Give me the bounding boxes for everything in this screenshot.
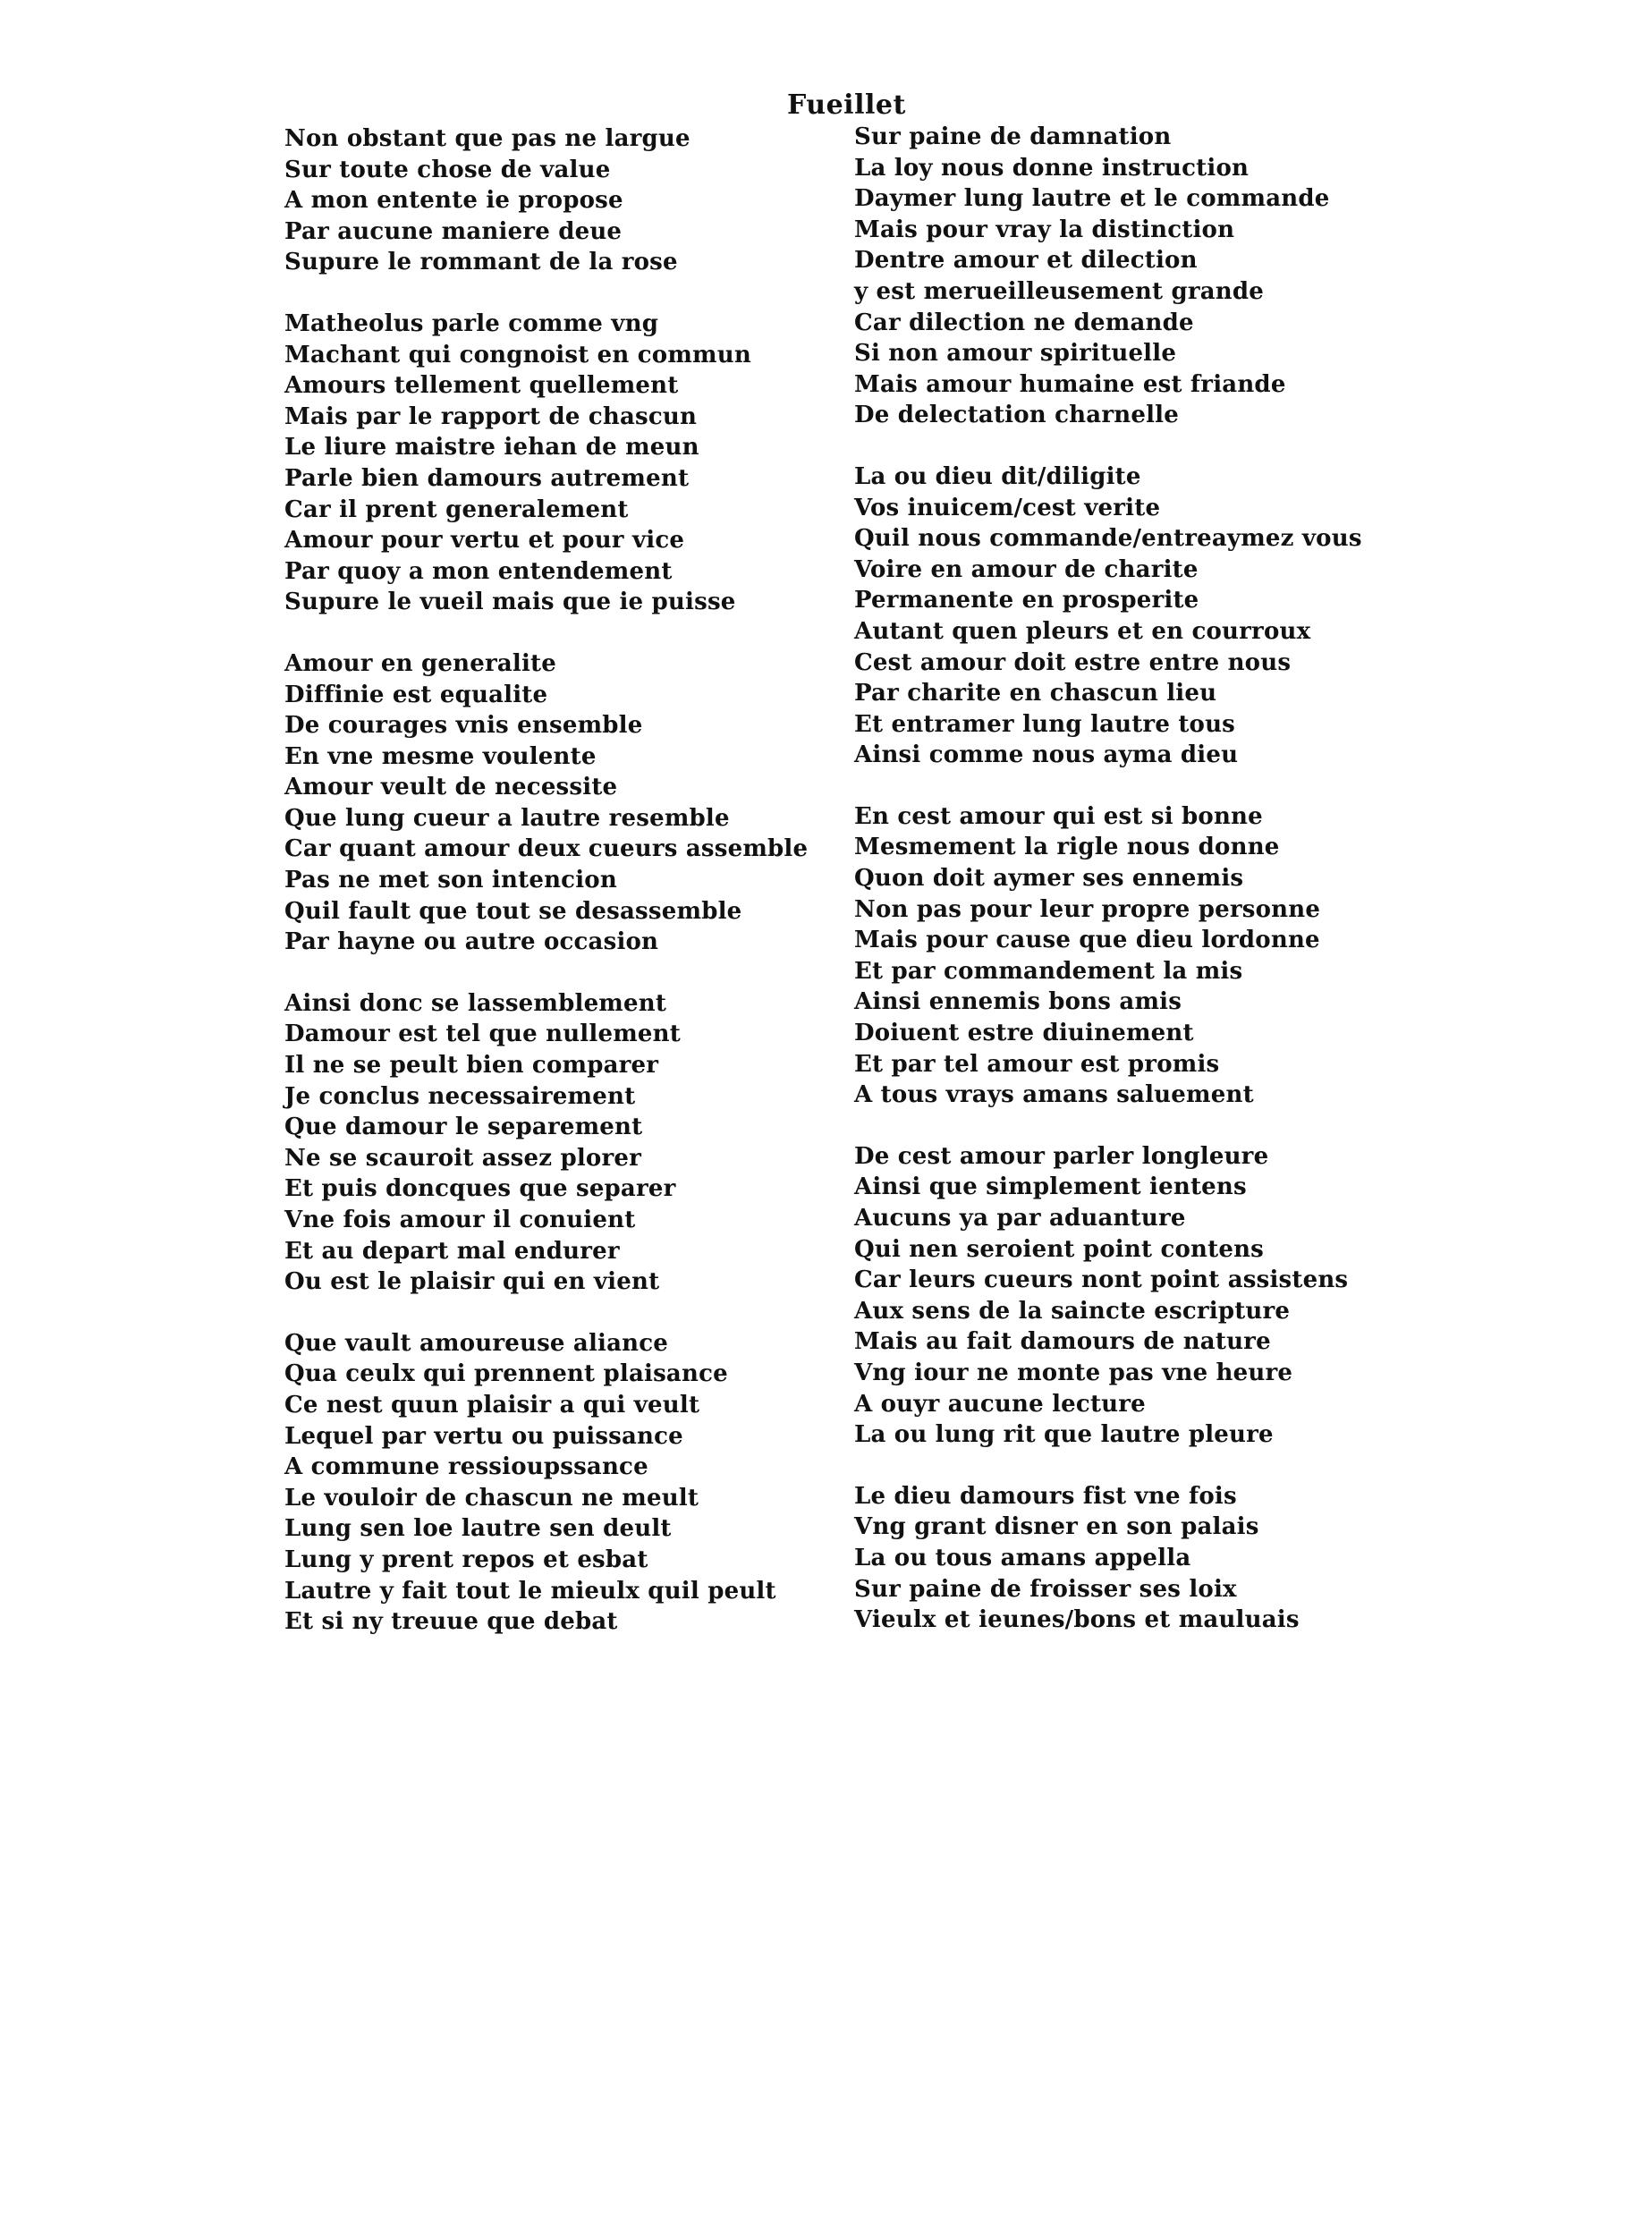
verse-line: Amour en generalite	[284, 649, 556, 677]
verse-line: Et au depart mal endurer	[284, 1237, 620, 1265]
verse-line: Ainsi comme nous ayma dieu	[854, 741, 1239, 769]
verse-line: De cest amour parler longleure	[854, 1142, 1269, 1170]
right-column	[854, 122, 1427, 1666]
verse-line: Lequel par vertu ou puissance	[284, 1422, 683, 1450]
verse-line: Et entramer lung lautre tous	[854, 710, 1236, 738]
verse-line: Vieulx et ieunes/bons et mauluais	[854, 1606, 1300, 1634]
stanza	[284, 123, 857, 278]
verse-line: Il ne se peult bien comparer	[284, 1052, 659, 1080]
verse-line: Lung sen loe lautre sen deult	[284, 1515, 672, 1543]
stanza	[854, 122, 1427, 431]
verse-line: Amour veult de necessite	[284, 774, 618, 801]
stanza	[284, 988, 857, 1298]
verse-line: Supure le vueil mais que ie puisse	[284, 589, 736, 616]
verse-line: Lung y prent repos et esbat	[284, 1546, 648, 1573]
verse-line: Supure le rommant de la rose	[284, 249, 678, 276]
verse-line: Car dilection ne demande	[854, 309, 1194, 336]
verse-line: Ainsi donc se lassemblement	[284, 989, 667, 1017]
verse-line: Je conclus necessairement	[284, 1082, 636, 1110]
verse-line: La ou lung rit que lautre pleure	[854, 1421, 1274, 1449]
verse-line: Vng iour ne monte pas vne heure	[854, 1359, 1293, 1386]
verse-line: Ainsi que simplement ientens	[854, 1173, 1247, 1201]
verse-line: Aux sens de la saincte escripture	[854, 1297, 1291, 1325]
verse-line: A ouyr aucune lecture	[854, 1390, 1146, 1418]
verse-line: A mon entente ie propose	[284, 187, 623, 215]
verse-line: Par quoy a mon entendement	[284, 557, 673, 585]
verse-line: Que vault amoureuse aliance	[284, 1329, 669, 1357]
verse-line: Et si ny treuue que debat	[284, 1608, 618, 1636]
verse-line: Machant qui congnoist en commun	[284, 341, 751, 368]
verse-line: Et par commandement la mis	[854, 957, 1243, 985]
verse-line: La ou dieu dit/diligite	[854, 462, 1141, 490]
verse-line: Et puis doncques que separer	[284, 1175, 676, 1203]
verse-line: Vos inuicem/cest verite	[854, 494, 1161, 521]
stanza	[284, 309, 857, 618]
verse-line: Sur paine de damnation	[854, 123, 1172, 150]
verse-line: Qua ceulx qui prennent plaisance	[284, 1360, 728, 1388]
verse-line: Diffinie est equalite	[284, 681, 548, 708]
verse-line: Mais pour vray la distinction	[854, 216, 1235, 243]
verse-line: Mais au fait damours de nature	[854, 1328, 1271, 1356]
verse-line: Ne se scauroit assez plorer	[284, 1144, 642, 1172]
verse-line: Mesmement la rigle nous donne	[854, 834, 1280, 861]
stanza	[854, 1141, 1427, 1451]
verse-line: Dentre amour et dilection	[854, 247, 1198, 275]
stanza	[854, 462, 1427, 771]
verse-line: Voire en amour de charite	[854, 555, 1199, 583]
verse-line: Autant quen pleurs et en courroux	[854, 617, 1311, 645]
verse-line: Car il prent generalement	[284, 495, 629, 523]
verse-line: Le dieu damours fist vne fois	[854, 1482, 1237, 1510]
verse-line: En cest amour qui est si bonne	[854, 802, 1263, 830]
verse-line: Qui nen seroient point contens	[854, 1235, 1265, 1263]
stanza	[854, 801, 1427, 1111]
verse-line: Damour est tel que nullement	[284, 1021, 681, 1048]
verse-line: Le vouloir de chascun ne meult	[284, 1484, 699, 1512]
verse-line: Parle bien damours autrement	[284, 464, 690, 492]
verse-line: y est merueilleusement grande	[854, 277, 1265, 305]
verse-line: Quil nous commande/entreaymez vous	[854, 525, 1362, 553]
verse-line: Vne fois amour il conuient	[284, 1207, 636, 1233]
verse-line: Daymer lung lautre et le commande	[854, 185, 1330, 213]
verse-line: Amours tellement quellement	[284, 372, 679, 400]
verse-line: Et par tel amour est promis	[854, 1050, 1220, 1078]
verse-line: Mais pour cause que dieu lordonne	[854, 927, 1320, 954]
verse-line: Doiuent estre diuinement	[854, 1020, 1194, 1047]
verse-line: Vng grant disner en son palais	[854, 1513, 1259, 1541]
verse-line: Non pas pour leur propre personne	[854, 895, 1321, 923]
verse-line: A tous vrays amans saluement	[854, 1081, 1254, 1109]
verse-line: Aucuns ya par aduanture	[854, 1205, 1186, 1232]
stanza	[284, 648, 857, 958]
verse-line: Quon doit aymer ses ennemis	[854, 865, 1244, 893]
verse-line: Car leurs cueurs nont point assistens	[854, 1266, 1349, 1294]
stanza	[284, 1328, 857, 1638]
verse-line: Sur paine de froisser ses loix	[854, 1575, 1237, 1603]
verse-line: Que lung cueur a lautre resemble	[284, 804, 730, 832]
page-header: Fueillet	[787, 89, 906, 121]
verse-line: Ce nest quun plaisir a qui veult	[284, 1391, 700, 1419]
verse-line: Lautre y fait tout le mieulx quil peult	[284, 1577, 776, 1605]
left-column	[284, 123, 857, 1668]
verse-line: Non obstant que pas ne largue	[284, 125, 690, 152]
verse-line: La ou tous amans appella	[854, 1544, 1191, 1571]
verse-line: Que damour le separement	[284, 1114, 643, 1141]
verse-line: Si non amour spirituelle	[854, 340, 1177, 368]
verse-line: Sur toute chose de value	[284, 156, 611, 183]
verse-line: Par charite en chascun lieu	[854, 680, 1217, 707]
verse-line: En vne mesme voulente	[284, 742, 597, 770]
verse-line: Quil fault que tout se desassemble	[284, 897, 742, 925]
verse-line: De courages vnis ensemble	[284, 712, 643, 740]
verse-line: Le liure maistre iehan de meun	[284, 434, 699, 462]
verse-line: Amour pour vertu et pour vice	[284, 527, 685, 555]
verse-line: Par aucune maniere deue	[284, 217, 623, 245]
verse-line: A commune ressioupssance	[284, 1453, 648, 1481]
verse-line: Matheolus parle comme vng	[284, 309, 659, 337]
verse-line: Permanente en prosperite	[854, 587, 1199, 614]
verse-line: Cest amour doit estre entre nous	[854, 648, 1292, 676]
verse-line: La loy nous donne instruction	[854, 154, 1250, 182]
verse-line: Par hayne ou autre occasion	[284, 928, 659, 956]
verse-line: Ou est le plaisir qui en vient	[284, 1268, 660, 1296]
verse-line: De delectation charnelle	[854, 402, 1179, 429]
verse-line: Pas ne met son intencion	[284, 867, 617, 894]
verse-line: Mais par le rapport de chascun	[284, 402, 698, 430]
verse-line: Ainsi ennemis bons amis	[854, 988, 1182, 1016]
stanza	[854, 1481, 1427, 1636]
verse-line: Mais amour humaine est friande	[854, 370, 1286, 398]
verse-line: Car quant amour deux cueurs assemble	[284, 835, 809, 863]
